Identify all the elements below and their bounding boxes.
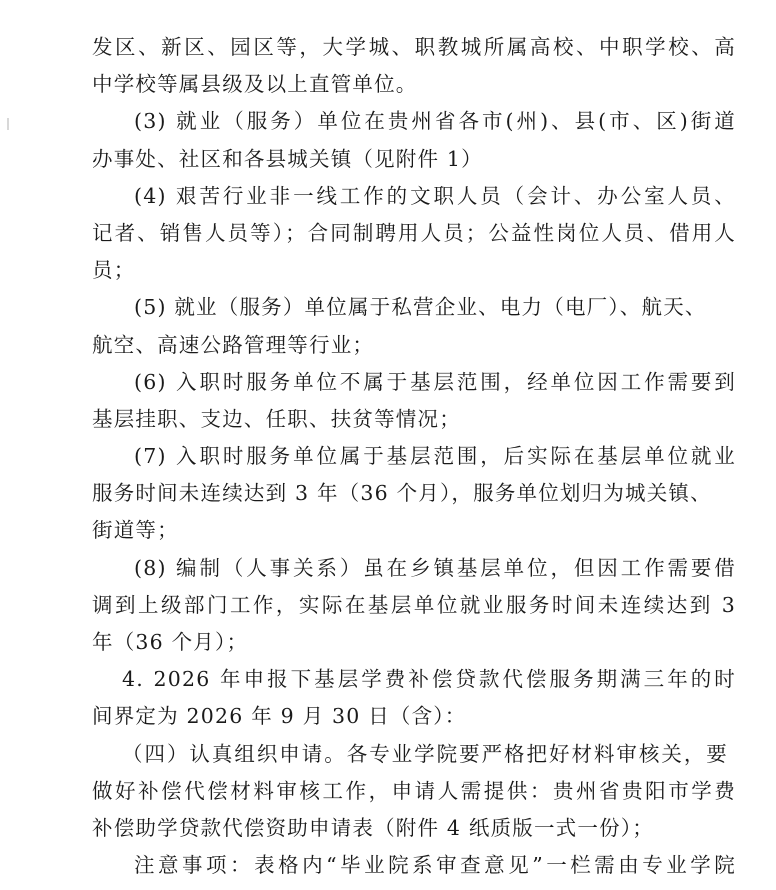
item-4-line: (4) 艰苦行业非一线工作的文职人员（会计、办公室人员、: [134, 183, 736, 208]
item-4-line: 员；: [92, 258, 136, 283]
point-4-line: 间界定为 2026 年 9 月 30 日（含）：: [92, 704, 467, 729]
point-4-line: 4. 2026 年申报下基层学费补偿贷款代偿服务期满三年的时: [122, 667, 736, 692]
section-4-line: （四）认真组织申请。各专业学院要严格把好材料审核关，要: [122, 741, 728, 766]
item-7-line: 服务时间未连续达到 3 年（36 个月），服务单位划归为城关镇、: [92, 481, 712, 506]
item-5-line: (5) 就业（服务）单位属于私营企业、电力（电厂）、航天、: [134, 295, 707, 320]
item-8-line: 年（36 个月）；: [92, 630, 249, 654]
item-3-line: 办事处、社区和各县城关镇（见附件 1）: [92, 146, 483, 171]
item-4-line: 记者、销售人员等）；合同制聘用人员；公益性岗位人员、借用人: [92, 220, 736, 245]
item-7-line: 街道等；: [92, 518, 179, 543]
item-8-line: 调到上级部门工作，实际在基层单位就业服务时间未连续达到 3: [92, 592, 736, 617]
item-6-line: (6) 入职时服务单位不属于基层范围，经单位因工作需要到: [134, 369, 736, 394]
item-8-line: (8) 编制（人事关系）虽在乡镇基层单位，但因工作需要借: [134, 555, 736, 580]
notice-line: 注意事项：表格内“毕业院系审查意见”一栏需由专业学院: [134, 853, 736, 878]
text-line: 中学校等属县级及以上直管单位。: [92, 72, 418, 97]
item-5-line: 航空、高速公路管理等行业；: [92, 332, 375, 357]
item-7-line: (7) 入职时服务单位属于基层范围，后实际在基层单位就业: [134, 444, 736, 469]
section-4-line: 做好补偿代偿材料审核工作，申请人需提供：贵州省贵阳市学费: [92, 778, 736, 803]
item-3-line: (3) 就业（服务）单位在贵州省各市(州)、县(市、区)街道: [134, 109, 736, 134]
text-line: 发区、新区、园区等，大学城、职教城所属高校、中职学校、高: [92, 35, 736, 59]
scan-margin-mark: [7, 118, 9, 130]
item-6-line: 基层挂职、支边、任职、扶贫等情况；: [92, 406, 461, 431]
section-4-line: 补偿助学贷款代偿资助申请表（附件 4 纸质版一式一份）；: [92, 815, 654, 840]
